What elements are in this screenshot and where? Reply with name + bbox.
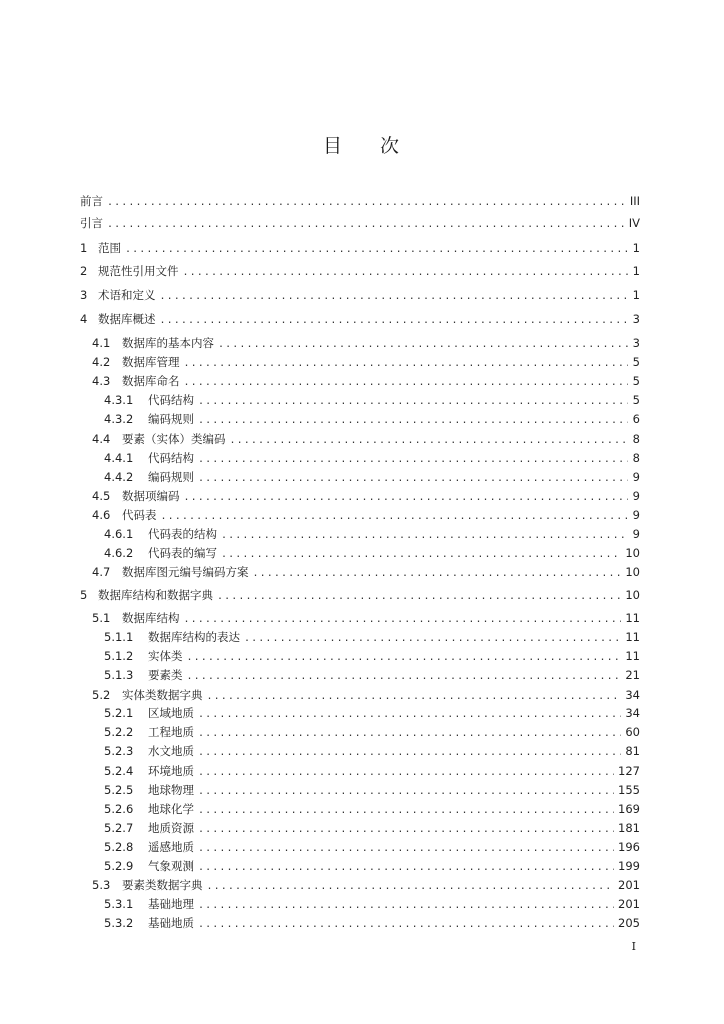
toc-entry-title: 编码规则 (148, 412, 194, 426)
toc-entry-number: 5.2.6 (104, 802, 134, 816)
toc-entry-title: 实体类 (148, 649, 183, 663)
toc-entry-title: 地质资源 (148, 821, 194, 835)
toc-entry-title: 代码表的编写 (148, 546, 217, 560)
toc-entry[interactable] (92, 878, 640, 894)
toc-dot-leader (198, 842, 614, 856)
toc-entry-number: 4.6 (92, 508, 111, 522)
toc-entry-title: 水文地质 (148, 744, 194, 758)
toc-entry-page: IV (628, 216, 640, 230)
toc-dot-leader (161, 510, 629, 524)
toc-entry-number: 4.6.2 (104, 546, 134, 560)
toc-entry-title: 数据库结构的表达 (148, 630, 240, 644)
toc-entry-number: 5.1.3 (104, 668, 134, 682)
page-number: I (631, 940, 636, 953)
title-char-1: 目 (322, 135, 344, 157)
toc-entry-title: 要素（实体）类编码 (122, 432, 226, 446)
toc-dot-leader (160, 314, 629, 328)
toc-entry[interactable] (80, 312, 640, 328)
toc-entry[interactable] (104, 546, 640, 562)
toc-entry-page: 181 (618, 821, 640, 835)
toc-dot-leader (198, 785, 614, 799)
toc-dot-leader (160, 290, 629, 304)
toc-dot-leader (183, 266, 629, 280)
toc-entry-title: 数据库命名 (122, 374, 180, 388)
toc-entry-number: 2 (80, 264, 88, 278)
toc-entry-page: 6 (632, 412, 640, 426)
toc-entry[interactable] (92, 688, 640, 704)
toc-entry[interactable] (92, 336, 640, 352)
toc-entry-title: 代码表的结构 (148, 527, 217, 541)
toc-entry-title: 数据项编码 (122, 489, 180, 503)
toc-entry-page: 9 (632, 508, 640, 522)
toc-dot-leader (107, 218, 625, 232)
toc-entry[interactable] (104, 412, 640, 428)
toc-entry-title: 地球物理 (148, 783, 194, 797)
toc-entry-number: 4.3.1 (104, 393, 134, 407)
toc-entry-number: 5.2.4 (104, 764, 134, 778)
toc-entry-title: 代码表 (122, 508, 157, 522)
toc-entry-number: 5.1.1 (104, 630, 134, 644)
toc-entry-number: 5.1 (92, 611, 111, 625)
toc-dot-leader (187, 651, 622, 665)
toc-entry-page: 3 (632, 336, 640, 350)
title-char-2: 次 (380, 135, 402, 157)
toc-entry-page: 1 (632, 264, 640, 278)
toc-entry-title: 代码结构 (148, 393, 194, 407)
toc-entry[interactable] (80, 241, 640, 257)
toc-entry-page: 8 (632, 432, 640, 446)
toc-entry-number: 4.5 (92, 489, 111, 503)
toc-entry-number: 5.3.1 (104, 897, 134, 911)
toc-dot-leader (221, 529, 628, 543)
toc-dot-leader (217, 590, 621, 604)
toc-entry-number: 3 (80, 288, 88, 302)
toc-entry-title: 实体类数据字典 (122, 688, 203, 702)
toc-entry-number: 4.6.1 (104, 527, 134, 541)
toc-entry-number: 5.2.5 (104, 783, 134, 797)
toc-dot-leader (207, 880, 615, 894)
toc-entry-number: 5.3 (92, 878, 111, 892)
toc-entry-page: 201 (618, 897, 640, 911)
toc-entry-title: 气象观测 (148, 859, 194, 873)
toc-entry-page: 9 (632, 489, 640, 503)
toc-entry-title: 规范性引用文件 (98, 264, 179, 278)
toc-entry-number: 4.1 (92, 336, 111, 350)
toc-dot-leader (107, 196, 626, 210)
toc-entry-page: 5 (632, 393, 640, 407)
toc-entry-title: 环境地质 (148, 764, 194, 778)
toc-entry-page: 5 (632, 355, 640, 369)
toc-entry-page: 3 (632, 312, 640, 326)
toc-entry-title: 前言 (80, 194, 103, 208)
toc-entry-number: 5.2.7 (104, 821, 134, 835)
toc-entry-number: 5.2.3 (104, 744, 134, 758)
toc-entry[interactable] (104, 393, 640, 409)
toc-dot-leader (218, 338, 628, 352)
toc-dot-leader (198, 899, 614, 913)
toc-dot-leader (230, 434, 629, 448)
toc-entry-number: 5.3.2 (104, 916, 134, 930)
toc-entry-title: 数据库结构 (122, 611, 180, 625)
toc-entry[interactable] (104, 821, 640, 837)
toc-entry-page: 11 (625, 630, 640, 644)
toc-entry-page: 9 (632, 470, 640, 484)
toc-entry-title: 代码结构 (148, 451, 194, 465)
toc-dot-leader (198, 708, 621, 722)
toc-entry-number: 4.2 (92, 355, 111, 369)
toc-entry[interactable] (104, 451, 640, 467)
toc-dot-leader (125, 243, 628, 257)
toc-entry[interactable] (104, 859, 640, 875)
toc-entry-title: 数据库结构和数据字典 (98, 588, 213, 602)
toc-dot-leader (198, 766, 614, 780)
toc-entry-page: 155 (618, 783, 640, 797)
toc-entry[interactable] (80, 588, 640, 604)
toc-entry[interactable] (80, 288, 640, 304)
toc-entry-title: 引言 (80, 216, 103, 230)
toc-entry-title: 数据库管理 (122, 355, 180, 369)
toc-entry-number: 4.3.2 (104, 412, 134, 426)
toc-entry[interactable] (104, 802, 640, 818)
toc-entry-title: 地球化学 (148, 802, 194, 816)
toc-entry[interactable] (92, 489, 640, 505)
toc-entry-page: 127 (618, 764, 640, 778)
toc-entry[interactable] (92, 565, 640, 581)
toc-entry[interactable] (104, 744, 640, 760)
toc-entry[interactable] (104, 668, 640, 684)
toc-dot-leader (184, 357, 629, 371)
toc-dot-leader (244, 632, 621, 646)
toc-entry-number: 5 (80, 588, 88, 602)
toc-entry[interactable] (104, 916, 640, 932)
toc-entry[interactable] (104, 783, 640, 799)
toc-entry-page: 34 (625, 688, 640, 702)
toc-entry[interactable] (104, 527, 640, 543)
toc-dot-leader (207, 690, 622, 704)
toc-dot-leader (198, 746, 621, 760)
toc-entry[interactable] (104, 764, 640, 780)
toc-entry-page: 196 (618, 840, 640, 854)
toc-entry-number: 5.2.8 (104, 840, 134, 854)
toc-entry-title: 范围 (98, 241, 121, 255)
toc-dot-leader (198, 918, 614, 932)
toc-dot-leader (198, 727, 621, 741)
toc-entry-page: 199 (618, 859, 640, 873)
toc-entry-title: 工程地质 (148, 725, 194, 739)
toc-entry[interactable] (104, 725, 640, 741)
toc-entry[interactable] (80, 216, 640, 232)
toc-entry[interactable] (92, 611, 640, 627)
toc-entry-page: 34 (625, 706, 640, 720)
toc-entry-page: III (629, 194, 640, 208)
toc-dot-leader (184, 491, 629, 505)
toc-entry-title: 基础地质 (148, 916, 194, 930)
toc-entry-number: 4.4 (92, 432, 111, 446)
toc-entry-page: 11 (625, 611, 640, 625)
toc-dot-leader (221, 548, 621, 562)
toc-entry[interactable] (104, 630, 640, 646)
toc-entry-number: 4.7 (92, 565, 111, 579)
toc-entry[interactable] (92, 432, 640, 448)
toc-entry-page: 5 (632, 374, 640, 388)
toc-entry-title: 遥感地质 (148, 840, 194, 854)
toc-entry[interactable] (104, 897, 640, 913)
toc-entry-page: 10 (625, 546, 640, 560)
toc-entry-page: 10 (625, 588, 640, 602)
toc-entry[interactable] (104, 649, 640, 665)
toc-dot-leader (198, 453, 628, 467)
toc-entry[interactable] (104, 470, 640, 486)
toc-entry[interactable] (104, 706, 640, 722)
toc-entry-title: 数据库概述 (98, 312, 156, 326)
toc-entry-title: 数据库图元编号编码方案 (122, 565, 249, 579)
toc-entry-title: 要素类 (148, 668, 183, 682)
toc-entry-number: 4.4.1 (104, 451, 134, 465)
toc-entry-number: 1 (80, 241, 88, 255)
toc-entry-number: 5.1.2 (104, 649, 134, 663)
toc-entry-page: 8 (632, 451, 640, 465)
toc-entry-page: 1 (632, 241, 640, 255)
toc-dot-leader (184, 613, 622, 627)
toc-entry[interactable] (104, 840, 640, 856)
toc-entry-page: 81 (625, 744, 640, 758)
toc-dot-leader (198, 804, 614, 818)
toc-dot-leader (198, 823, 614, 837)
page-title (0, 131, 724, 158)
toc-entry-number: 5.2 (92, 688, 111, 702)
toc-dot-leader (198, 395, 628, 409)
toc-dot-leader (198, 472, 628, 486)
toc-entry-page: 1 (632, 288, 640, 302)
toc-dot-leader (184, 376, 629, 390)
toc-entry-title: 要素类数据字典 (122, 878, 203, 892)
toc-entry-title: 基础地理 (148, 897, 194, 911)
toc-entry-title: 区域地质 (148, 706, 194, 720)
toc-entry-page: 9 (632, 527, 640, 541)
toc-entry[interactable] (92, 374, 640, 390)
toc-entry-page: 10 (625, 565, 640, 579)
toc-entry[interactable] (92, 508, 640, 524)
toc-dot-leader (187, 670, 622, 684)
toc-entry-page: 201 (618, 878, 640, 892)
toc-entry-number: 4.3 (92, 374, 111, 388)
toc-entry-title: 数据库的基本内容 (122, 336, 214, 350)
toc-entry-number: 5.2.2 (104, 725, 134, 739)
toc-entry-number: 5.2.9 (104, 859, 134, 873)
toc-dot-leader (198, 414, 628, 428)
toc-entry[interactable] (80, 264, 640, 280)
toc-entry-title: 编码规则 (148, 470, 194, 484)
toc-entry-number: 4 (80, 312, 88, 326)
toc-entry[interactable] (80, 194, 640, 210)
toc-dot-leader (253, 567, 622, 581)
toc-entry-title: 术语和定义 (98, 288, 156, 302)
toc-entry-number: 5.2.1 (104, 706, 134, 720)
toc-entry-page: 205 (618, 916, 640, 930)
toc-entry-page: 60 (625, 725, 640, 739)
toc-entry-page: 11 (625, 649, 640, 663)
toc-entry-page: 169 (618, 802, 640, 816)
toc-entry-number: 4.4.2 (104, 470, 134, 484)
toc-dot-leader (198, 861, 614, 875)
toc-entry[interactable] (92, 355, 640, 371)
toc-entry-page: 21 (625, 668, 640, 682)
